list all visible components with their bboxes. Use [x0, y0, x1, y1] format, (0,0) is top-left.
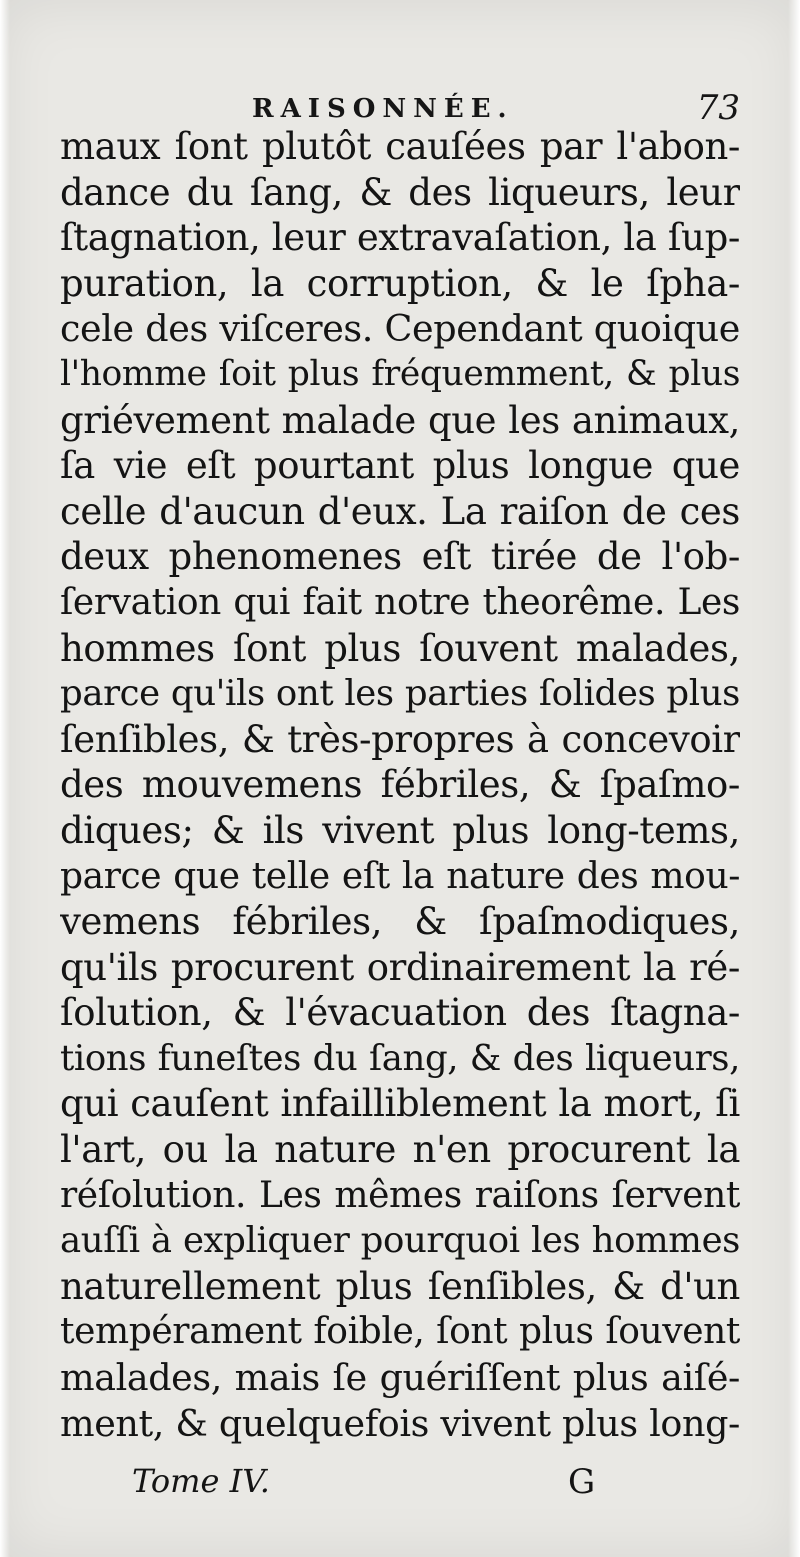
text-line: celle d'aucun d'eux. La raiſon de ces: [60, 489, 740, 533]
text-line: l'art, ou la nature n'en procurent la: [60, 1128, 740, 1172]
text-line: parce que telle eſt la nature des mou-: [60, 855, 740, 897]
signature-mark: G: [568, 1462, 596, 1502]
text-line: auſſi à expliquer pourquoi les hommes: [60, 1220, 740, 1262]
text-line: diques; & ils vivent plus long-tems,: [60, 808, 740, 852]
text-line: ſtagnation, leur extravaſation, la ſup-: [60, 216, 740, 260]
text-line: l'homme ſoit plus fréquemment, & plus: [60, 353, 740, 394]
text-line: deux phenomenes eſt tirée de l'ob-: [60, 535, 740, 579]
text-line: cele des viſceres. Cependant quoique: [60, 307, 740, 351]
text-line: dance du ſang, & des liqueurs, leur: [60, 170, 740, 214]
text-line: vemens fébriles, & ſpaſmodiques,: [60, 900, 740, 944]
body-text: [60, 124, 740, 1446]
text-line: maux ſont plutôt cauſées par l'abon-: [60, 125, 740, 168]
running-title: RAISONNÉE.: [252, 94, 514, 124]
text-line: tempérament foible, ſont plus ſouvent: [60, 1311, 740, 1353]
text-line: hommes ſont plus ſouvent malades,: [60, 626, 740, 670]
text-line: des mouvemens fébriles, & ſpaſmo-: [60, 763, 740, 807]
text-line: naturellement plus ſenſibles, & d'un: [60, 1264, 740, 1308]
text-line: griévement malade que les animaux,: [60, 398, 740, 442]
text-line: qui cauſent infailliblement la mort, ſi: [60, 1082, 740, 1126]
running-head: [60, 88, 740, 128]
text-line: ſa vie eſt pourtant plus longue que: [60, 444, 740, 488]
text-line: qu'ils procurent ordinairement la ré-: [60, 945, 740, 989]
page-number: 73: [696, 88, 740, 128]
text-line: ſervation qui fait notre theorême. Les: [60, 581, 740, 623]
text-line: ment, & quelquefois vivent plus long-: [60, 1401, 740, 1445]
page-footer: [60, 1462, 740, 1512]
text-line: parce qu'ils ont les parties ſolides plus: [60, 673, 740, 715]
text-line: ſolution, & l'évacuation des ſtagna-: [60, 991, 740, 1035]
text-line: tions funeſtes du ſang, & des liqueurs,: [60, 1037, 740, 1079]
volume-label: Tome IV.: [132, 1462, 270, 1500]
text-line: réſolution. Les mêmes raiſons ſervent: [60, 1174, 740, 1216]
text-line: ſenſibles, & très-propres à concevoir: [60, 717, 740, 761]
text-line: malades, mais ſe guériſſent plus aiſé-: [60, 1356, 740, 1400]
text-line: puration, la corruption, & le ſpha-: [60, 261, 740, 305]
